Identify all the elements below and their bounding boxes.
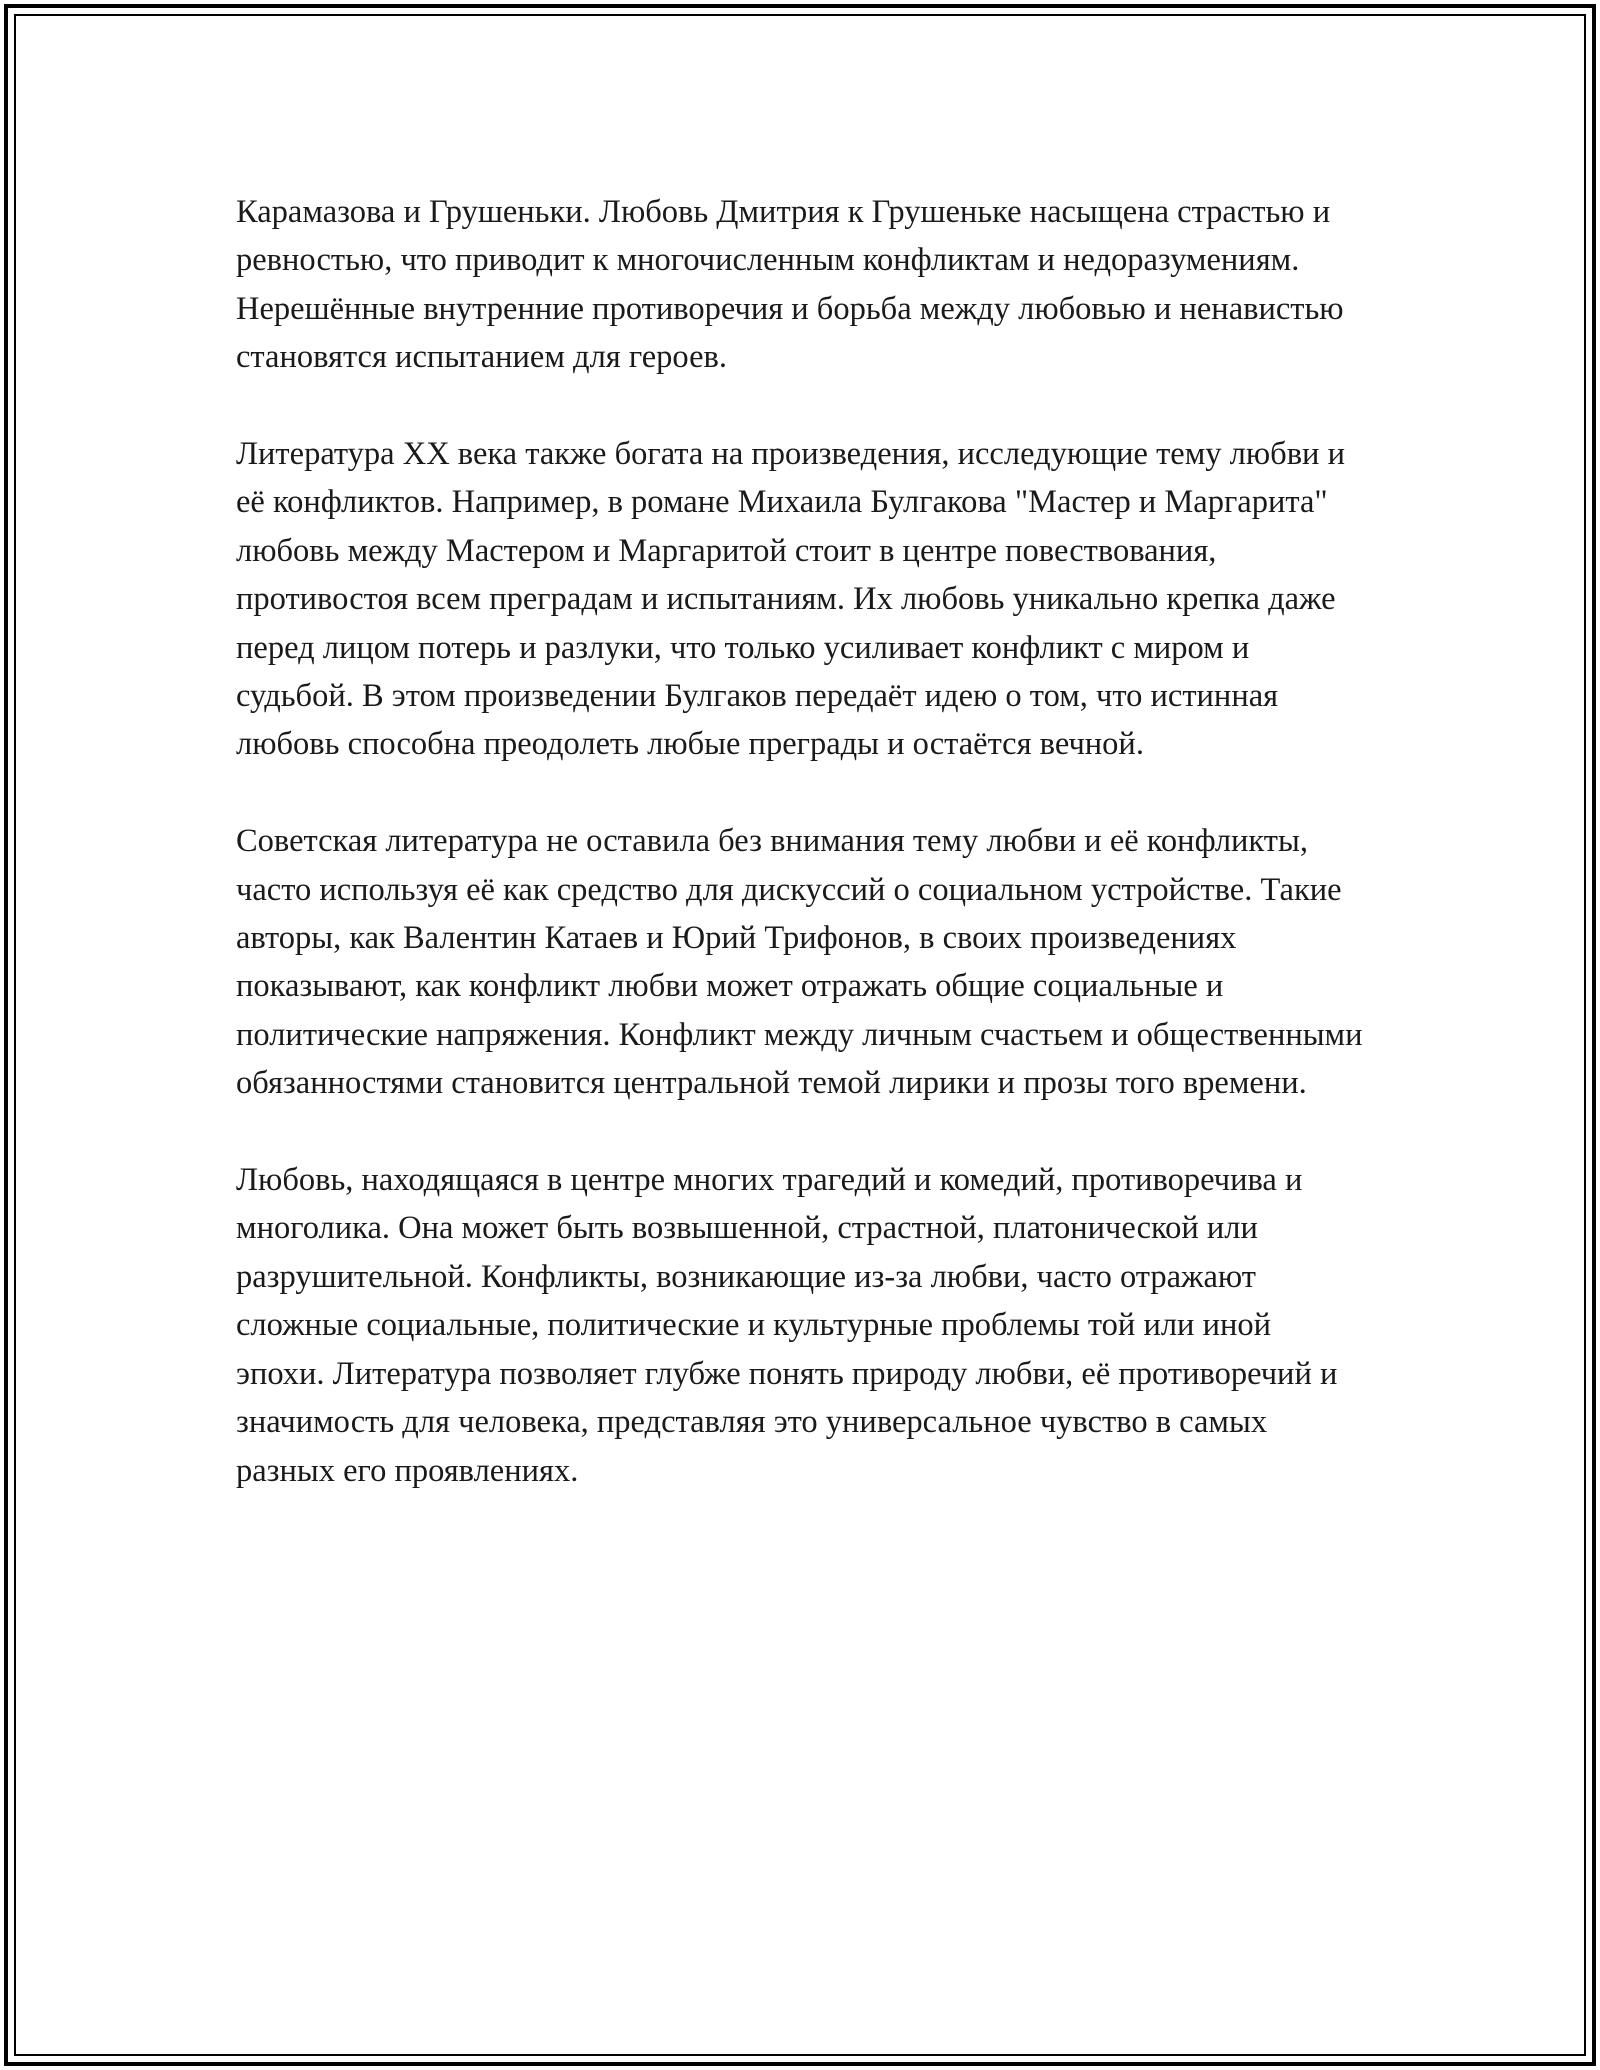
paragraph-1: Карамазова и Грушеньки. Любовь Дмитрия к Грушеньке насыщена страстью и ревностью, что приводит к многочисленным конфликтам и недоразумениям. Нерешённые внутренние противоречия и борьба между любовью и ненавистью становятся испытанием для героев. xyxy=(236,194,1344,376)
paragraph-3: Советская литература не оставила без внимания тему любви и её конфликты, часто используя её как средство для дискуссий о социальном устройстве. Такие авторы, как Валентин Катаев и Юрий Трифонов, в своих произведениях показывают, как конфликт любви может отражать общие социальные и политические напряжения. Конфликт между личным счастьем и общественными обязанностями становится центральной темой лирики и прозы того времени. xyxy=(236,823,1363,1102)
document-body xyxy=(236,188,1366,1495)
paragraph-4: Любовь, находящаяся в центре многих трагедий и комедий, противоречива и многолика. Она может быть возвышенной, страстной, платонической или разрушительной. Конфликты, возникающие из-за любви, часто отражают сложные социальные, политические и культурные проблемы той или иной эпохи. Литература позволяет глубже понять природу любви, её противоречий и значимость для человека, представляя это универсальное чувство в самых разных его проявлениях. xyxy=(236,1162,1338,1489)
paragraph-2: Литература XX века также богата на произведения, исследующие тему любви и её конфликтов. Например, в романе Михаила Булгакова "Мастер и Маргарита" любовь между Мастером и Маргаритой стоит в центре повествования, противостоя всем преградам и испытаниям. Их любовь уникально крепка даже перед лицом потерь и разлуки, что только усиливает конфликт с миром и судьбой. В этом произведении Булгаков передаёт идею о том, что истинная любовь способна преодолеть любые преграды и остаётся вечной. xyxy=(236,436,1345,763)
